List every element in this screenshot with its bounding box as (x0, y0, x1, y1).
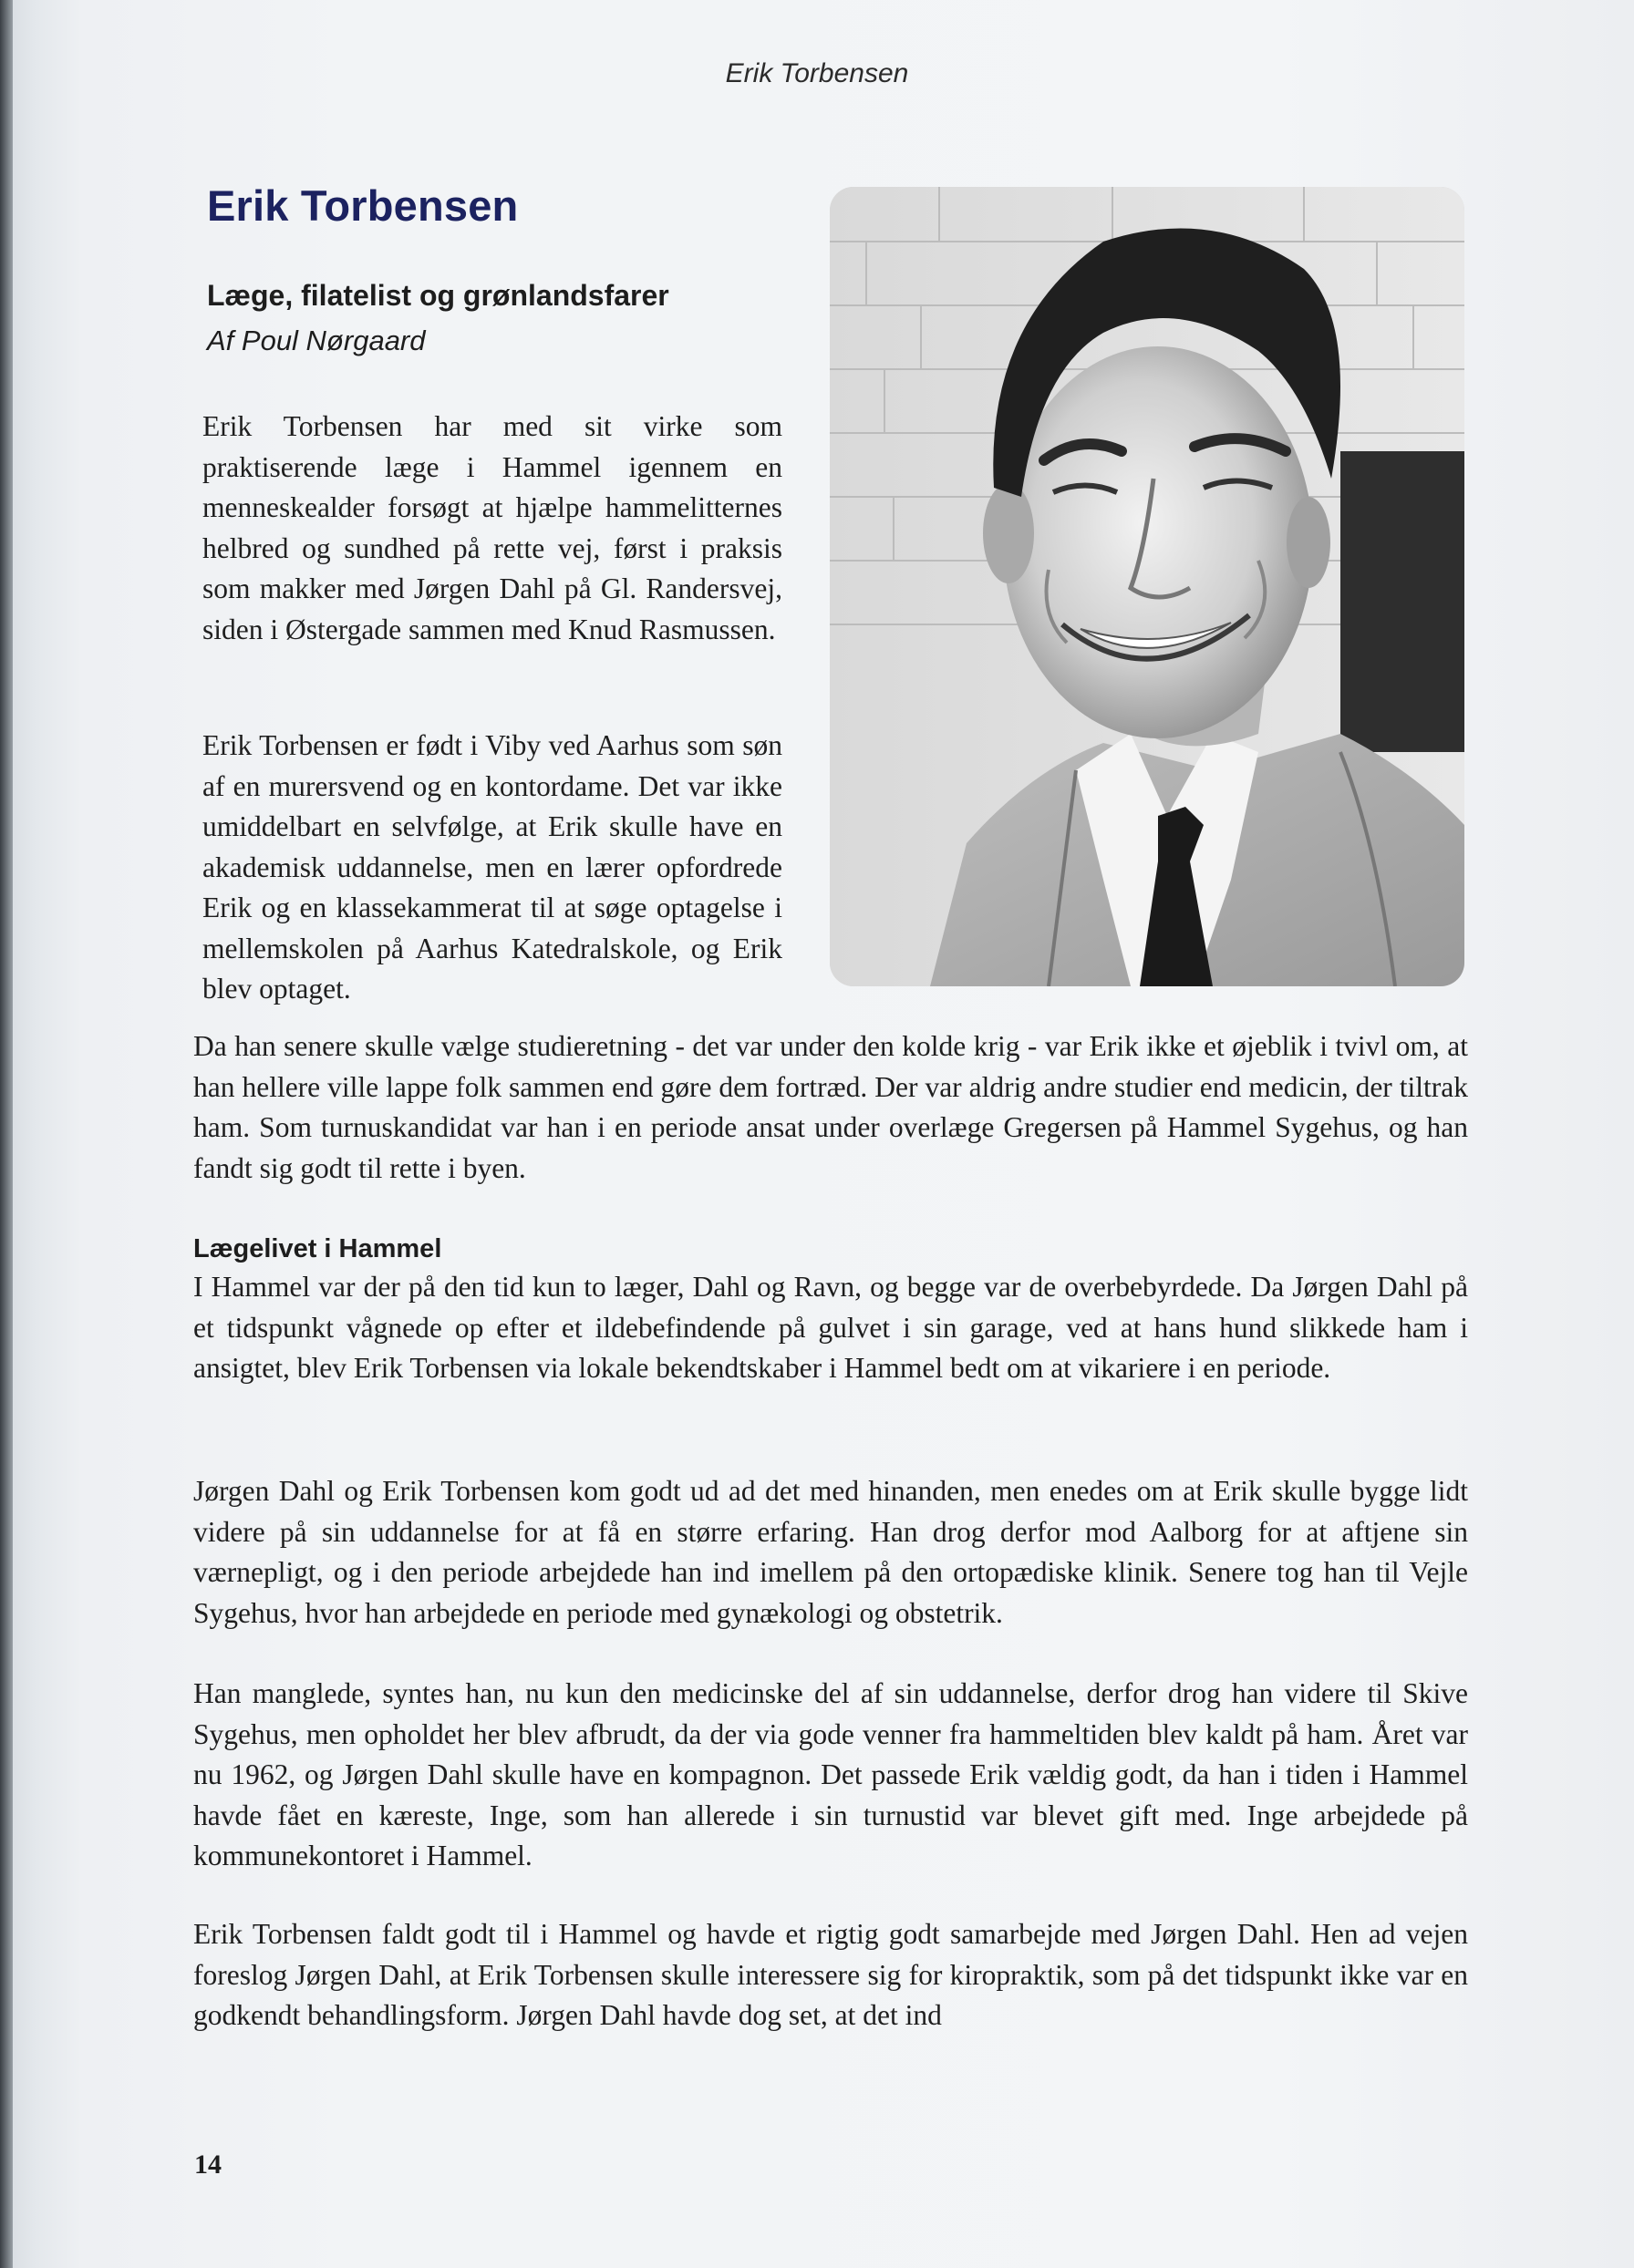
paragraph-kiropraktik: Erik Torbensen faldt godt til i Hammel og havde et rigtig godt samarbejde med Jørgen Dahl. Hen ad vejen foreslog Jørgen Dahl, at Erik Torbensen skulle interessere sig for kiropraktik, som på det tidspunkt ikke var en godkendt behandlingsform. Jørgen Dahl havde dog set, at det ind (193, 1918, 1468, 2031)
running-head: Erik Torbensen (725, 58, 909, 88)
article-subtitle: Læge, filatelist og grønlandsfarer (207, 279, 669, 312)
book-spine-edge (0, 0, 13, 2268)
paragraph-hammel-doctors: I Hammel var der på den tid kun to læger, Dahl og Ravn, og begge var de overbebyrdede. Da Jørgen Dahl på et tidspunkt vågnede op efter et ildebefindende på gulvet i sin garage, ved at hans hund slikkede ham i ansigtet, blev Erik Torbensen via lokale bekendtskaber i Hammel bedt om at vikariere i en periode. (193, 1271, 1468, 1384)
portrait-photo (830, 187, 1464, 986)
article-byline: Af Poul Nørgaard (207, 325, 426, 356)
paragraph-intro: Erik Torbensen har med sit virke som praktiserende læge i Hammel igennem en menneskealder forsøgt at hjælpe hammelitternes helbred og sundhed på rette vej, først i praksis som makker med Jørgen Dahl på Gl. Randersvej, siden i Østergade sammen med Knud Rasmussen. (202, 410, 782, 645)
article-title: Erik Torbensen (207, 181, 519, 230)
page-number: 14 (194, 2149, 222, 2180)
paragraph-studies: Da han senere skulle vælge studieretning - det var under den kolde krig - var Erik ikke et øjeblik i tvivl om, at han hellere ville lappe folk sammen end gøre dem fortræd. Der var aldrig andre studier end medicin, der tiltrak ham. Som turnuskandidat var han i en periode ansat under overlæge Gregersen på Hammel Sygehus, og han fandt sig godt til rette i byen. (193, 1030, 1468, 1184)
section-heading: Lægelivet i Hammel (193, 1234, 442, 1263)
paragraph-education: Jørgen Dahl og Erik Torbensen kom godt ud ad det med hinanden, men enedes om at Erik skulle bygge lidt videre på sin uddannelse for at få en større erfaring. Han drog derfor mod Aalborg for at aftjene sin værnepligt, og i den periode arbejdede han ind imellem på den ortopædiske klinik. Senere tog han til Vejle Sygehus, hvor han arbejdede en periode med gynækologi og obstetrik. (193, 1475, 1468, 1629)
paragraph-skive: Han manglede, syntes han, nu kun den medicinske del af sin uddannelse, derfor drog han videre til Skive Sygehus, men opholdet her blev afbrudt, da der via gode venner fra hammeltiden blev kaldt på ham. Året var nu 1962, og Jørgen Dahl skulle have en kompagnon. Det passede Erik vældig godt, da han i tiden i Hammel havde fået en kæreste, Inge, som han allerede i sin turnustid var blevet gift med. Inge arbejdede på kommunekontoret i Hammel. (193, 1677, 1468, 1871)
paragraph-birth: Erik Torbensen er født i Viby ved Aarhus som søn af en murersvend og en kontordame. Det var ikke umiddelbart en selvfølge, at Erik skulle have en akademisk uddannelse, men en lærer opfordrede Erik og en klassekammerat til at søge optagelse i mellemskolen på Aarhus Katedralskole, og Erik blev optaget. (202, 729, 782, 1005)
